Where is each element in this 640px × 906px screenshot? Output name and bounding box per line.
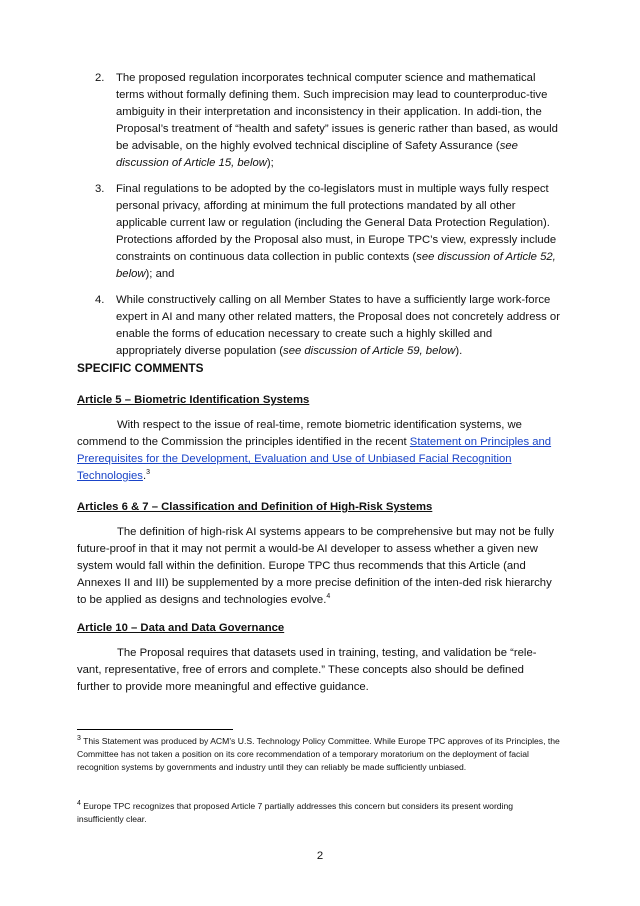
- footnote-3: [77, 735, 561, 774]
- footnote-number: 3: [77, 735, 81, 743]
- article-5-body: [77, 417, 559, 485]
- footnote-text: Europe TPC recognizes that proposed Article 7 partially addresses this concern but considers its present wording insufficiently clear.: [77, 801, 514, 824]
- specific-comments-heading: SPECIFIC COMMENTS: [77, 361, 204, 375]
- list-text-end: ).: [455, 345, 463, 357]
- list-cross-reference: see discussion of Article 52, below: [116, 251, 556, 280]
- list-number: 2.: [95, 72, 105, 84]
- article-10-heading: Article 10 – Data and Data Governance: [77, 622, 285, 634]
- page-number: 2: [316, 850, 324, 862]
- list-text-end: ); and: [145, 268, 175, 280]
- article-6-7-body: [77, 524, 559, 609]
- footnote-4: [77, 800, 561, 826]
- article-10-body: [77, 645, 559, 696]
- statement-link[interactable]: Statement on Principles and Prerequisites for the Development, Evaluation and Use of Unbiased Facial Recognition Technologies: [77, 436, 552, 482]
- article-5-text-end: .: [142, 470, 147, 482]
- list-text: While constructively calling on all Member States to have a sufficiently large work-force expert in AI and many other related matters, the Proposal does not concretely address or enable the forms of education necessary to create such a highly skilled and appropriately diverse population (: [116, 294, 560, 357]
- list-item: [78, 292, 560, 360]
- list-cross-reference: see discussion of Article 59, below: [283, 345, 456, 357]
- article-6-7-heading: Articles 6 & 7 – Classification and Definition of High-Risk Systems: [77, 501, 433, 513]
- footnote-separator: [77, 729, 233, 730]
- footnote-ref-3: 3: [146, 469, 150, 477]
- list-text: Final regulations to be adopted by the co-legislators must in multiple ways fully respect personal privacy, affording at minimum the full protections mandated by all other applicable current law or regulation (including the General Data Protection Regulation). Protections afforded by the Proposal also must, in Europe TPC’s view, expressly include constraints on continuous data collection in public contexts (: [116, 183, 557, 263]
- general-comments-list: [78, 70, 560, 369]
- footnote-number: 4: [77, 800, 81, 808]
- footnote-ref-4: 4: [326, 593, 331, 601]
- list-number: 3.: [95, 183, 105, 195]
- list-number: 4.: [95, 294, 105, 306]
- article-5-heading: Article 5 – Biometric Identification Systems: [77, 394, 310, 406]
- article-6-7-text: The definition of high-risk AI systems appears to be comprehensive but may not be fully future-proof in that it may not permit a would-be AI developer to assess whether a given new system would fall within the definition. Europe TPC thus recommends that this Article (and Annexes II and III) be supplemented by a more precise definition of the inten-ded risk hierarchy to be applied as designs and technologies evolve.: [77, 526, 555, 606]
- list-cross-reference: see discussion of Article 15, below: [116, 140, 518, 169]
- article-10-text: The Proposal requires that datasets used in training, testing, and validation be “rele-vant, representative, free of errors and complete.” These concepts also should be defined further to provide more meaningful and effective guidance.: [77, 647, 537, 693]
- article-5-text: With respect to the issue of real-time, remote biometric identification systems, we commend to the Commission the principles identified in the recent: [77, 419, 522, 448]
- footnote-text: This Statement was produced by ACM’s U.S. Technology Policy Committee. While Europe TPC approves of its Principles, the Committee has not taken a position on its core recommendation of a temporary moratorium on the deployment of facial recognition systems by governments and industry until they can reliably be made sufficiently unbiased.: [77, 736, 560, 772]
- list-text-end: );: [266, 157, 274, 169]
- list-item: [78, 70, 560, 172]
- list-item: [78, 181, 560, 283]
- list-text: The proposed regulation incorporates technical computer science and mathematical terms without formally defining them. Such imprecision may lead to counterproduc-tive ambiguity in their interpretation and inconsistency in their application. In addi-tion, the Proposal’s treatment of “health and safety” issues is generic rather than based, as would be advisable, on the highly evolved technical discipline of Safety Assurance (: [116, 72, 558, 152]
